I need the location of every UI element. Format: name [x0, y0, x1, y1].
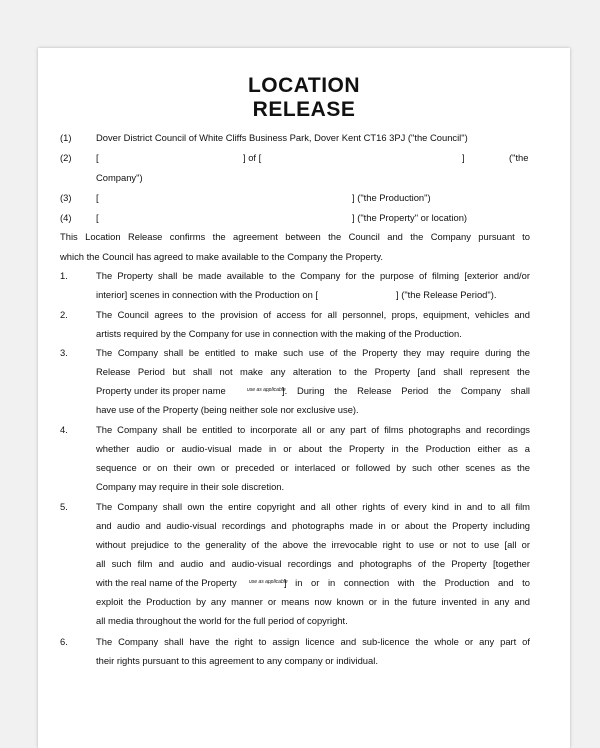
- clause-5-line-6: exploit the Production by any manner or means now known or in the future invented in any and: [96, 596, 530, 607]
- clause-1-line-1: The Property shall be made available to the Company for the purpose of filming [exterior and/or: [96, 270, 530, 281]
- clause-5-line-4: all such film and audio and audio-visual recordings and photographs of the Property [together: [96, 558, 530, 569]
- party-2-open-bracket: [: [96, 152, 99, 163]
- clause-5-number: 5.: [60, 501, 68, 512]
- party-1-text: Dover District Council of White Cliffs Business Park, Dover Kent CT16 3PJ ("the Council"): [96, 132, 468, 143]
- clause-3-line-3-end: ]. During the Release Period the Company shall: [282, 385, 530, 396]
- clause-2-line-2: artists required by the Company for use in connection with the making of the Production.: [96, 328, 462, 339]
- intro-line-1: This Location Release confirms the agreement between the Council and the Company pursuant to: [60, 231, 530, 242]
- intro-line-2: which the Council has agreed to make available to the Company the Property.: [60, 251, 383, 262]
- clause-4-line-1: The Company shall be entitled to incorporate all or any part of films photographs and recordings: [96, 424, 530, 435]
- clause-5-line-3: without prejudice to the generality of the above the irrevocable right to use or not to use [all or: [96, 539, 530, 550]
- clause-5-line-1: The Company shall own the entire copyright and all other rights of every kind in and to all film: [96, 501, 530, 512]
- clause-2-line-1: The Council agrees to the provision of access for all personnel, props, equipment, vehicles and: [96, 309, 530, 320]
- clause-3-use-as-applicable-note: use as applicable: [247, 387, 286, 393]
- document-page: [38, 48, 570, 748]
- party-2-suffix: ("the: [509, 152, 529, 163]
- clause-2-number: 2.: [60, 309, 68, 320]
- clause-5-use-as-applicable-note: use as applicable: [249, 579, 288, 585]
- clause-3-line-3: Property under its proper name: [96, 385, 226, 396]
- party-4-text: ] ("the Property" or location): [352, 212, 468, 223]
- clause-6-line-1: The Company shall have the right to assign licence and sub-licence the whole or any part of: [96, 636, 530, 647]
- clause-5-line-2: and audio and audio-visual recordings and photographs made in or about the Property including: [96, 520, 530, 531]
- clause-1-line-2-end: ] ("the Release Period").: [396, 289, 497, 300]
- party-3-number: (3): [60, 192, 72, 203]
- party-1-number: (1): [60, 132, 72, 143]
- clause-3-line-2: Release Period but shall not make any alteration to the Property [and shall represent the: [96, 366, 530, 377]
- party-2-number: (2): [60, 152, 72, 163]
- party-2-close-bracket: ]: [462, 152, 465, 163]
- clause-5-line-7: all media throughout the world for the full period of copyright.: [96, 615, 348, 626]
- clause-5-line-5: with the real name of the Property: [96, 577, 237, 588]
- party-2-of: ] of [: [243, 152, 262, 163]
- clause-4-number: 4.: [60, 424, 68, 435]
- clause-5-line-5-end: ] in or in connection with the Production and to: [284, 577, 530, 588]
- document-title-line-1: LOCATION: [247, 74, 361, 97]
- clause-4-line-2: whether audio or audio-visual made in or about the Property in the Production either as a: [96, 443, 530, 454]
- clause-4-line-4: Company may require in their sole discretion.: [96, 481, 285, 492]
- clause-1-line-2: interior] scenes in connection with the Production on [: [96, 289, 319, 300]
- clause-4-line-3: sequence or on their own or preceded or interlaced or followed by such other scenes as the: [96, 462, 530, 473]
- clause-3-line-1: The Company shall be entitled to make such use of the Property they may require during the: [96, 347, 530, 358]
- clause-3-line-4: have use of the Property (being neither sole nor exclusive use).: [96, 404, 359, 415]
- document-title-line-2: RELEASE: [252, 98, 356, 121]
- party-4-number: (4): [60, 212, 72, 223]
- clause-6-line-2: their rights pursuant to this agreement to any company or individual.: [96, 655, 378, 666]
- party-3-text: ] ("the Production"): [352, 192, 431, 203]
- party-2-continuation: Company"): [96, 172, 143, 183]
- clause-3-number: 3.: [60, 347, 68, 358]
- clause-6-number: 6.: [60, 636, 68, 647]
- clause-1-number: 1.: [60, 270, 68, 281]
- party-3-open-bracket: [: [96, 192, 99, 203]
- party-4-open-bracket: [: [96, 212, 99, 223]
